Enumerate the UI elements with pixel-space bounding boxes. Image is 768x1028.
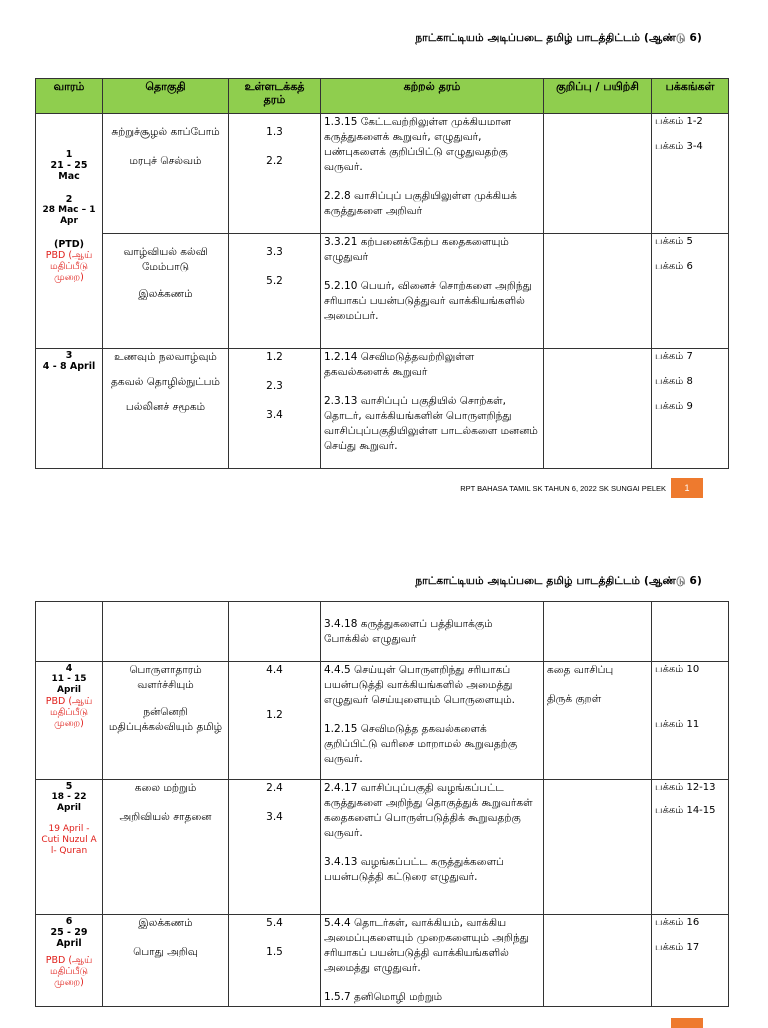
standard-cell [229, 915, 321, 1007]
page-number: 1 [671, 478, 703, 498]
table-row [36, 780, 729, 915]
learning-cell [321, 662, 544, 780]
col-notes: குறிப்பு / பயிற்சி [544, 79, 652, 114]
learning-cell [321, 349, 544, 469]
week-number: 6 [65, 916, 73, 927]
week-tag: (PTD) [53, 239, 84, 250]
table-row [36, 114, 729, 234]
page-ref: பக்கம் 9 [655, 401, 693, 412]
standard-item: 5.2 [266, 275, 283, 287]
learning-item: 2.4.17 வாசிப்புப்பகுதி வழங்கப்பட்ட கருத்துகளை அறிந்து தொகுத்துக் கூறுவர்கள் கதைகளைப் பொருள்படுத்திக் கூறுவதற்கு வருவர். [324, 782, 533, 839]
page-ref: பக்கம் 12-13 [655, 782, 716, 793]
week-cell [36, 349, 103, 469]
week-dates: 18 - 22 April [51, 792, 87, 813]
theme-cell [103, 349, 229, 469]
theme-item: தகவல் தொழில்நுட்பம் [111, 376, 220, 388]
week-number: 5 [65, 781, 73, 792]
week-cell [36, 915, 103, 1007]
theme-item: கலை மற்றும் [134, 782, 197, 794]
learning-item: 4.4.5 செய்யுள் பொருளறிந்து சரியாகப் பயன்படுத்தி வாக்கியங்களில் அமைத்து எழுதுவர் செய்யுளையும் பொருளையும். [324, 664, 515, 706]
standard-cell [229, 602, 321, 662]
pages-cell [652, 349, 729, 469]
learning-item: 3.4.18 கருத்துகளைப் பத்தியாக்கும் போக்கில் எழுதுவர் [324, 618, 493, 645]
week-cell [36, 780, 103, 915]
learning-item: 3.3.21 கற்பனைக்கேற்ப கதைகளையும் எழுதுவர் [324, 236, 509, 263]
pages-cell [652, 915, 729, 1007]
notes-cell [544, 915, 652, 1007]
theme-item: பல்லினச் சமூகம் [125, 401, 206, 413]
page-ref: பக்கம் 11 [655, 719, 700, 730]
theme-cell [103, 602, 229, 662]
note-item: திருக் குறள் [547, 693, 602, 705]
standard-cell [229, 114, 321, 234]
page-header: நாட்காட்டியம் அடிப்படை தமிழ் பாடத்திட்டம் (ஆண்டு 6) [415, 32, 702, 44]
week-number: 1 [65, 149, 73, 160]
theme-item: மரபுச் செல்வம் [129, 155, 202, 167]
standard-item: 2.2 [266, 155, 283, 167]
notes-cell [544, 234, 652, 349]
week-dates: 25 - 29 April [50, 927, 88, 949]
learning-item: 1.3.15 கேட்டவற்றிலுள்ள முக்கியமான கருத்துகளைக் கூறுவர், எழுதுவர், பண்புகளைக் குறிப்பிட்டு எழுதுவதற்கு வருவர். [324, 116, 512, 173]
pages-cell [652, 662, 729, 780]
week-cell [36, 662, 103, 780]
theme-item: அறிவியல் சாதனை [119, 811, 212, 823]
standard-item: 4.4 [266, 664, 283, 676]
standard-cell [229, 349, 321, 469]
theme-item: பொது அறிவு [133, 946, 198, 958]
pbd-note: PBD (ஆய் மதிப்பீடு முறை) [45, 955, 93, 988]
page-ref: பக்கம் 17 [655, 942, 700, 953]
learning-item: 1.5.7 தனிமொழி மற்றும் [324, 991, 443, 1003]
week-dates: 28 Mac – 1 Apr [42, 205, 96, 226]
week-number: 4 [65, 663, 73, 674]
note-item: கதை வாசிப்பு [547, 664, 614, 676]
page-ref: பக்கம் 16 [655, 917, 700, 928]
week-dates: 21 - 25 Mac [50, 160, 88, 182]
pages-cell [652, 114, 729, 234]
col-week: வாரம் [36, 79, 103, 114]
col-learning-standard: கற்றல் தரம் [321, 79, 544, 114]
rpt-table [35, 78, 729, 469]
page-ref: பக்கம் 7 [655, 351, 693, 362]
standard-cell [229, 662, 321, 780]
theme-item: சுற்றுச்சூழல் காப்போம் [111, 126, 220, 138]
table-row [36, 234, 729, 349]
learning-cell [321, 234, 544, 349]
week-dates: 4 - 8 April [42, 361, 96, 372]
standard-item: 2.3 [266, 380, 283, 392]
col-content-standard: உள்ளடக்கத் தரம் [229, 79, 321, 114]
theme-item: இலக்கணம் [138, 288, 193, 300]
page-number-box [671, 1018, 703, 1028]
pages-cell [652, 602, 729, 662]
notes-cell [544, 662, 652, 780]
page-ref: பக்கம் 6 [655, 261, 693, 272]
learning-item: 2.3.13 வாசிப்புப் பகுதியில் சொற்கள், தொடர், வாக்கியங்களின் பொருளறிந்து வாசிப்புப்பகுதியிலுள்ள பாடல்களை மனனம் செய்து கூறுவர். [324, 395, 538, 452]
col-pages: பக்கங்கள் [652, 79, 729, 114]
notes-cell [544, 114, 652, 234]
learning-cell [321, 602, 544, 662]
week-cell [36, 114, 103, 349]
standard-cell [229, 780, 321, 915]
page-ref: பக்கம் 1-2 [655, 116, 703, 127]
page-ref: பக்கம் 10 [655, 664, 700, 675]
standard-item: 3.4 [266, 409, 283, 421]
standard-item: 5.4 [266, 917, 283, 929]
standard-item: 1.2 [266, 709, 283, 721]
theme-item: இலக்கணம் [138, 917, 193, 929]
learning-item: 1.2.15 செவிமடுத்த தகவல்களைக் குறிப்பிட்டு வரிசை மாறாமல் கூறுவதற்கு வருவர். [324, 723, 518, 765]
theme-cell [103, 114, 229, 234]
page-footer [0, 478, 768, 498]
notes-cell [544, 349, 652, 469]
holiday-note: 19 April - Cuti Nuzul A l- Quran [41, 824, 97, 856]
table-row [36, 662, 729, 780]
pbd-note: PBD (ஆய் மதிப்பீடு முறை) [45, 250, 93, 283]
theme-cell [103, 780, 229, 915]
week-cell [36, 602, 103, 662]
notes-cell [544, 602, 652, 662]
week-dates: 11 - 15 April [51, 674, 87, 695]
theme-cell [103, 662, 229, 780]
rpt-table [35, 601, 729, 1007]
page-ref: பக்கம் 8 [655, 376, 693, 387]
standard-item: 2.4 [266, 782, 283, 794]
learning-item: 3.4.13 வழங்கப்பட்ட கருத்துக்களைப் பயன்படுத்தி கட்டுரை எழுதுவர். [324, 856, 504, 883]
page-header: நாட்காட்டியம் அடிப்படை தமிழ் பாடத்திட்டம் (ஆண்டு 6) [415, 575, 702, 587]
theme-item: நன்னெறி மதிப்புக்கல்வியும் தமிழ் [108, 706, 223, 733]
standard-item: 1.5 [266, 946, 283, 958]
learning-item: 1.2.14 செவிமடுத்தவற்றிலுள்ள தகவல்களைக் கூறுவர் [324, 351, 475, 378]
footer-text: RPT BAHASA TAMIL SK TAHUN 6, 2022 SK SUNGAI PELEK [460, 484, 666, 493]
week-number: 2 [65, 194, 73, 205]
page-ref: பக்கம் 14-15 [655, 805, 716, 816]
standard-item: 1.2 [266, 351, 283, 363]
pages-cell [652, 780, 729, 915]
table-row [36, 915, 729, 1007]
table-header-row [36, 79, 729, 114]
page-ref: பக்கம் 5 [655, 236, 693, 247]
learning-cell [321, 915, 544, 1007]
col-theme: தொகுதி [103, 79, 229, 114]
standard-item: 3.3 [266, 246, 283, 258]
theme-item: பொருளாதாரம் வளர்ச்சியும் [129, 664, 202, 691]
table-row [36, 349, 729, 469]
standard-cell [229, 234, 321, 349]
learning-item: 5.4.4 தொடர்கள், வாக்கியம், வாக்கிய அமைப்புகளையும் முறைகளையும் அறிந்து சரியாகப் பயன்படுத்தி வாக்கியங்களில் அமைத்து எழுதுவர். [324, 917, 529, 974]
learning-cell [321, 114, 544, 234]
standard-item: 1.3 [266, 126, 283, 138]
learning-item: 5.2.10 பெயர், வினைச் சொற்களை அறிந்து சரியாகப் பயன்படுத்துவர் வாக்கியங்களில் அமைப்பர். [324, 280, 532, 322]
theme-item: வாழ்வியல் கல்வி மேம்பாடு [123, 246, 208, 273]
theme-cell [103, 234, 229, 349]
learning-item: 2.2.8 வாசிப்புப் பகுதியிலுள்ள முக்கியக் கருத்துகளை அறிவர் [324, 190, 517, 217]
pages-cell [652, 234, 729, 349]
standard-item: 3.4 [266, 811, 283, 823]
learning-cell [321, 780, 544, 915]
page-ref: பக்கம் 3-4 [655, 141, 703, 152]
week-number: 3 [65, 350, 73, 361]
notes-cell [544, 780, 652, 915]
theme-cell [103, 915, 229, 1007]
table-row [36, 602, 729, 662]
pbd-note: PBD (ஆய் மதிப்பீடு முறை) [45, 696, 93, 729]
theme-item: உணவும் நலவாழ்வும் [114, 351, 217, 363]
